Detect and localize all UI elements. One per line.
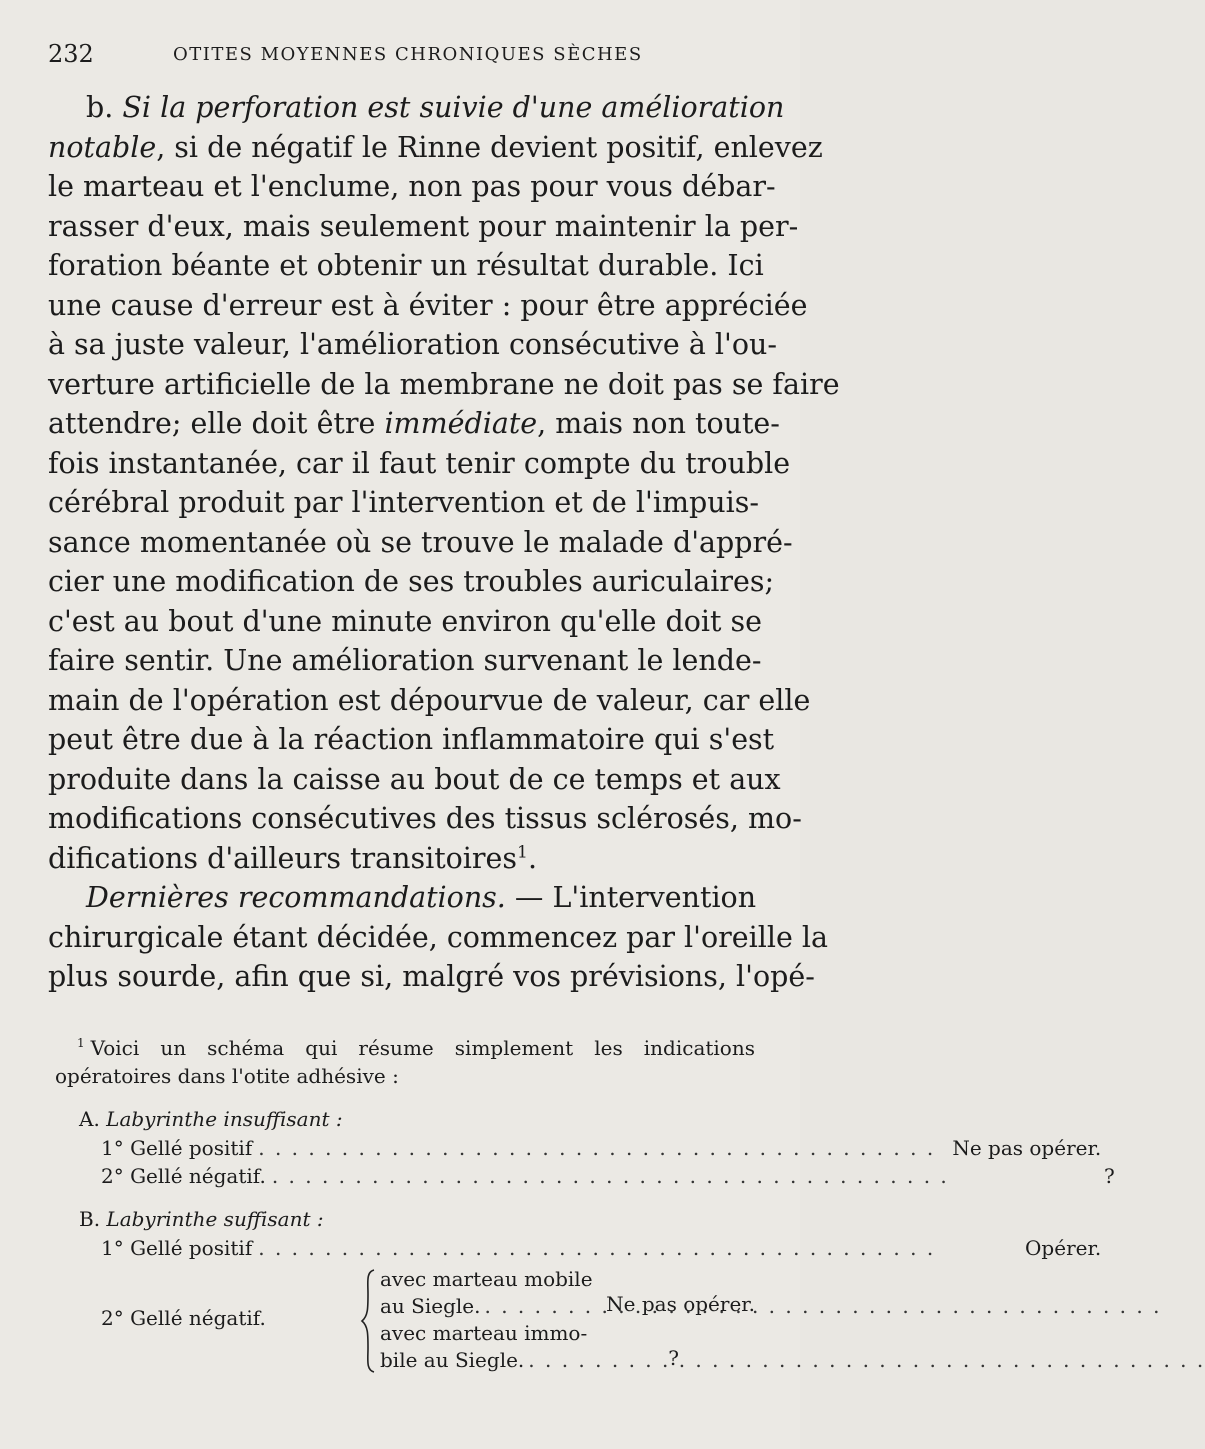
text-line: c'est au bout d'une minute environ qu'elle doit se	[48, 604, 763, 638]
text-line: une cause d'erreur est à éviter : pour être appréciée	[48, 288, 808, 322]
dot-leader	[528, 1347, 1205, 1374]
scheme-result: Ne pas opérer.	[606, 1292, 755, 1316]
text-span: , mais non toute-	[537, 407, 780, 440]
text-line: verture artificielle de la membrane ne doit pas se faire	[48, 367, 840, 401]
text-line: main de l'opération est dépourvue de valeur, car elle	[48, 683, 811, 717]
text-line	[48, 88, 785, 128]
text-line: rasser d'eux, mais seulement pour maintenir la per-	[48, 209, 799, 243]
dot-leader	[258, 1134, 935, 1162]
scheme-row	[55, 1234, 1102, 1262]
section-letter: B.	[79, 1207, 101, 1231]
text-line: à sa juste valeur, l'amélioration consécutive à l'ou-	[48, 328, 777, 361]
text-line: plus sourde, afin que si, malgré vos prévisions, l'opé-	[48, 960, 815, 993]
scheme-result: ?	[668, 1346, 679, 1370]
italic-phrase: Dernières recommandations.	[86, 881, 506, 914]
text-line	[48, 404, 780, 444]
text-line	[48, 128, 823, 168]
page-number: 232	[48, 40, 94, 68]
footnote	[55, 1034, 1115, 1376]
text-line: fois instantanée, car il faut tenir compte du trouble	[48, 446, 791, 480]
text-line	[48, 839, 756, 879]
scheme-row	[55, 1162, 1115, 1190]
text-line: cier une modification de ses troubles auriculaires;	[48, 565, 775, 598]
footnote-mark: 1	[77, 1036, 85, 1051]
text-line: le marteau et l'enclume, non pas pour vous débar-	[48, 170, 776, 203]
text-line: chirurgicale étant décidée, commencez par l'oreille la	[48, 920, 829, 954]
scheme-row	[55, 1134, 1102, 1162]
scheme-result: Opérer.	[1025, 1236, 1102, 1260]
italic-phrase: immédiate	[384, 407, 538, 440]
running-head: OTITES MOYENNES CHRONIQUES SÈCHES	[173, 44, 643, 65]
text-span: — L'intervention	[505, 881, 757, 914]
brace-option-line	[380, 1293, 630, 1320]
text-span: , si de négatif le Rinne devient positif, enlevez	[156, 130, 823, 164]
scheme-label: 1° Gellé positif	[101, 1236, 253, 1260]
text-line: modifications consécutives des tissus sclérosés, mo-	[48, 802, 802, 835]
scheme-label: 1° Gellé positif	[101, 1136, 253, 1160]
footnote-reference: 1	[517, 842, 528, 862]
text-span: Voici un schéma qui résume simplement les indications	[90, 1036, 755, 1060]
text-line: cérébral produit par l'intervention et de l'impuis-	[48, 486, 759, 519]
text-line: foration béante et obtenir un résultat durable. Ici	[48, 249, 764, 282]
text-line: peut être due à la réaction inflammatoire qui s'est	[48, 723, 775, 756]
dot-leader	[485, 1293, 1162, 1320]
text-span: difications d'ailleurs transitoires	[48, 841, 518, 875]
italic-phrase: Si la perforation est suivie d'une amélioration	[122, 91, 785, 124]
text-line: faire sentir. Une amélioration survenant le lende-	[48, 644, 762, 677]
page-header	[48, 40, 753, 76]
text-line: sance momentanée où se trouve le malade d'appré-	[48, 525, 793, 559]
italic-phrase: notable	[48, 130, 157, 164]
text-span: au Siegle.	[380, 1294, 481, 1318]
scheme-label: 2° Gellé négatif.	[101, 1306, 266, 1330]
text-line: produite dans la caisse au bout de ce temps et aux	[48, 762, 781, 796]
scheme-brace-row	[55, 1266, 755, 1376]
text-span: attendre; elle doit être	[48, 407, 385, 440]
text-span: .	[527, 841, 537, 875]
footnote-line: opératoires dans l'otite adhésive :	[55, 1064, 399, 1088]
section-marker: b.	[86, 91, 123, 124]
brace-option-line: avec marteau immo-	[380, 1321, 588, 1345]
section-title: Labyrinthe insuffisant :	[106, 1107, 343, 1131]
scheme-section-b	[55, 1204, 755, 1234]
brace-option-line	[380, 1347, 630, 1374]
scheme-section-a	[55, 1104, 755, 1134]
brace-option-line: avec marteau mobile	[380, 1267, 593, 1291]
text-span: bile au Siegle.	[380, 1348, 525, 1372]
dot-leader	[272, 1162, 949, 1190]
scheme-result: Ne pas opérer.	[952, 1136, 1102, 1160]
text-line	[48, 878, 756, 918]
dot-leader	[258, 1234, 935, 1262]
footnote-line	[55, 1034, 755, 1062]
main-text	[48, 88, 840, 997]
scheme-result: ?	[1104, 1164, 1115, 1188]
curly-brace-icon	[360, 1268, 378, 1374]
section-title: Labyrinthe suffisant :	[106, 1207, 324, 1231]
brace-options	[380, 1266, 630, 1374]
scheme-label: 2° Gellé négatif.	[101, 1164, 266, 1188]
section-letter: A.	[79, 1107, 100, 1131]
